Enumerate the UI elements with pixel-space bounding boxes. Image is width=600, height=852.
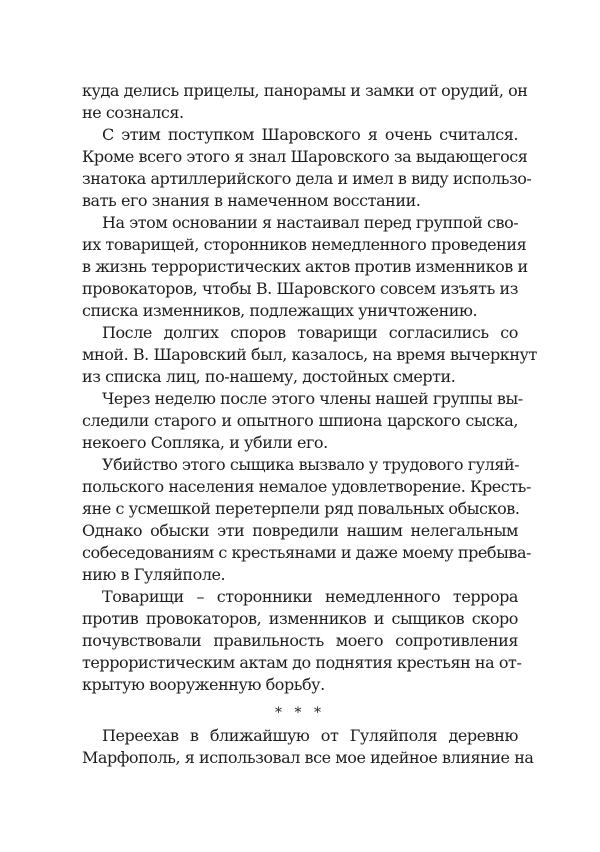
text-line: яне с усмешкой перетерпели ряд повальных обысков. bbox=[82, 499, 520, 518]
text-line: террористическим актам до поднятия крестьян на от- bbox=[82, 653, 522, 672]
text-line: Переехав в ближайшую от Гуляйполя деревню bbox=[102, 726, 518, 745]
text-line: Кроме всего этого я знал Шаровского за выдающегося bbox=[82, 147, 528, 166]
text-line: польского населения немалое удовлетворение. Кресть- bbox=[82, 477, 531, 496]
text-line: не сознался. bbox=[82, 103, 184, 122]
text-line: против провокаторов, изменников и сыщиков скоро bbox=[82, 609, 518, 628]
text-line: знатока артиллерийского дела и имел в виду использо- bbox=[82, 169, 532, 188]
text-line: Товарищи – сторонники немедленного террора bbox=[102, 587, 518, 606]
text-line: С этим поступком Шаровского я очень считался. bbox=[102, 125, 518, 144]
text-line: из списка лиц, по-нашему, достойных смерти. bbox=[82, 367, 456, 386]
text-line: провокаторов, чтобы В. Шаровского совсем изъять из bbox=[82, 279, 518, 298]
section-separator: * * * bbox=[275, 705, 325, 721]
text-line: следили старого и опытного шпиона царского сыска, bbox=[82, 411, 518, 430]
text-line: Через неделю после этого члены нашей группы вы- bbox=[102, 389, 523, 408]
text-line: После долгих споров товарищи согласились со bbox=[102, 323, 518, 342]
text-line: крытую вооруженную борьбу. bbox=[82, 675, 325, 694]
text-line: Однако обыски эти повредили нашим нелегальным bbox=[82, 521, 518, 540]
text-line: Марфополь, я использовал все мое идейное влияние на bbox=[82, 748, 534, 767]
text-line: куда делись прицелы, панорамы и замки от орудий, он bbox=[82, 81, 528, 100]
text-line: некоего Сопляка, и убили его. bbox=[82, 433, 328, 452]
text-line: На этом основании я настаивал перед группой сво- bbox=[102, 213, 519, 232]
text-line: в жизнь террористических актов против изменников и bbox=[82, 257, 528, 276]
text-line: их товарищей, сторонников немедленного проведения bbox=[82, 235, 527, 254]
text-line: собеседованиям с крестьянами и даже моему пребыва- bbox=[82, 543, 531, 562]
text-line: вать его знания в намеченном восстании. bbox=[82, 191, 421, 210]
text-line: Убийство этого сыщика вызвало у трудового гуляй- bbox=[102, 455, 520, 474]
text-line: нию в Гуляйполе. bbox=[82, 565, 226, 584]
text-line: почувствовали правильность моего сопротивления bbox=[82, 631, 518, 650]
text-line: мной. В. Шаровский был, казалось, на время вычеркнут bbox=[82, 345, 537, 364]
text-line: списка изменников, подлежащих уничтожению. bbox=[82, 301, 478, 320]
